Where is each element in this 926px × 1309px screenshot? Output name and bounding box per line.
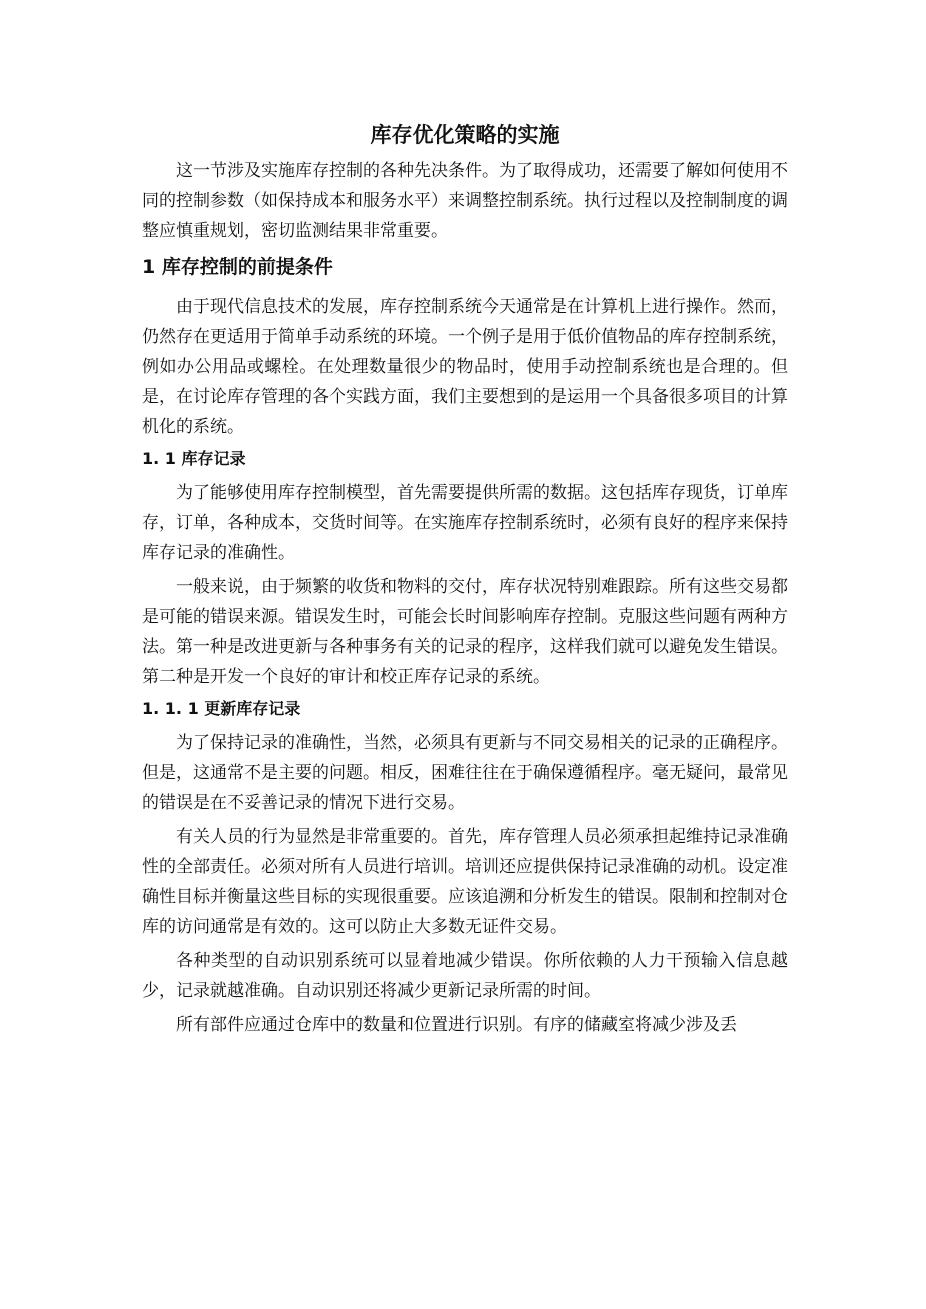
intro-paragraph: 这一节涉及实施库存控制的各种先决条件。为了取得成功，还需要了解如何使用不同的控制参数（如保持成本和服务水平）来调整控制系统。执行过程以及控制制度的调整应慎重规划，密切监测结果非常重要。	[142, 161, 788, 241]
section-1-1-1-paragraph-3: 各种类型的自动识别系统可以显着地减少错误。你所依赖的人力干预输入信息越少，记录就越准确。自动识别还将减少更新记录所需的时间。	[142, 951, 788, 1001]
section-1-heading: 1 库存控制的前提条件	[142, 256, 333, 278]
section-1-1-1-paragraph-4: 所有部件应通过仓库中的数量和位置进行识别。有序的储藏室将减少涉及丢	[176, 1015, 737, 1035]
document-title: 库存优化策略的实施	[370, 123, 560, 147]
section-1-paragraph: 由于现代信息技术的发展，库存控制系统今天通常是在计算机上进行操作。然而，仍然存在更适用于简单手动系统的环境。一个例子是用于低价值物品的库存控制系统，例如办公用品或螺栓。在处理数量很少的物品时，使用手动控制系统也是合理的。但是，在讨论库存管理的各个实践方面，我们主要想到的是运用一个具备很多项目的计算机化的系统。	[142, 297, 788, 437]
document-page	[142, 118, 788, 1044]
section-1-1-paragraph-1: 为了能够使用库存控制模型，首先需要提供所需的数据。这包括库存现货，订单库存，订单，各种成本，交货时间等。在实施库存控制系统时，必须有良好的程序来保持库存记录的准确性。	[142, 483, 788, 563]
section-1-1-1-paragraph-1: 为了保持记录的准确性，当然，必须具有更新与不同交易相关的记录的正确程序。但是，这通常不是主要的问题。相反，困难往往在于确保遵循程序。毫无疑问，最常见的错误是在不妥善记录的情况下进行交易。	[142, 733, 788, 813]
section-1-1-1-heading: 1. 1. 1 更新库存记录	[142, 699, 301, 718]
section-1-1-heading: 1. 1 库存记录	[142, 449, 246, 468]
section-1-1-1-paragraph-2: 有关人员的行为显然是非常重要的。首先，库存管理人员必须承担起维持记录准确性的全部责任。必须对所有人员进行培训。培训还应提供保持记录准确的动机。设定准确性目标并衡量这些目标的实现很重要。应该追溯和分析发生的错误。限制和控制对仓库的访问通常是有效的。这可以防止大多数无证件交易。	[142, 827, 788, 937]
section-1-1-paragraph-2: 一般来说，由于频繁的收货和物料的交付，库存状况特别难跟踪。所有这些交易都是可能的错误来源。错误发生时，可能会长时间影响库存控制。克服这些问题有两种方法。第一种是改进更新与各种事务有关的记录的程序，这样我们就可以避免发生错误。第二种是开发一个良好的审计和校正库存记录的系统。	[142, 577, 788, 687]
